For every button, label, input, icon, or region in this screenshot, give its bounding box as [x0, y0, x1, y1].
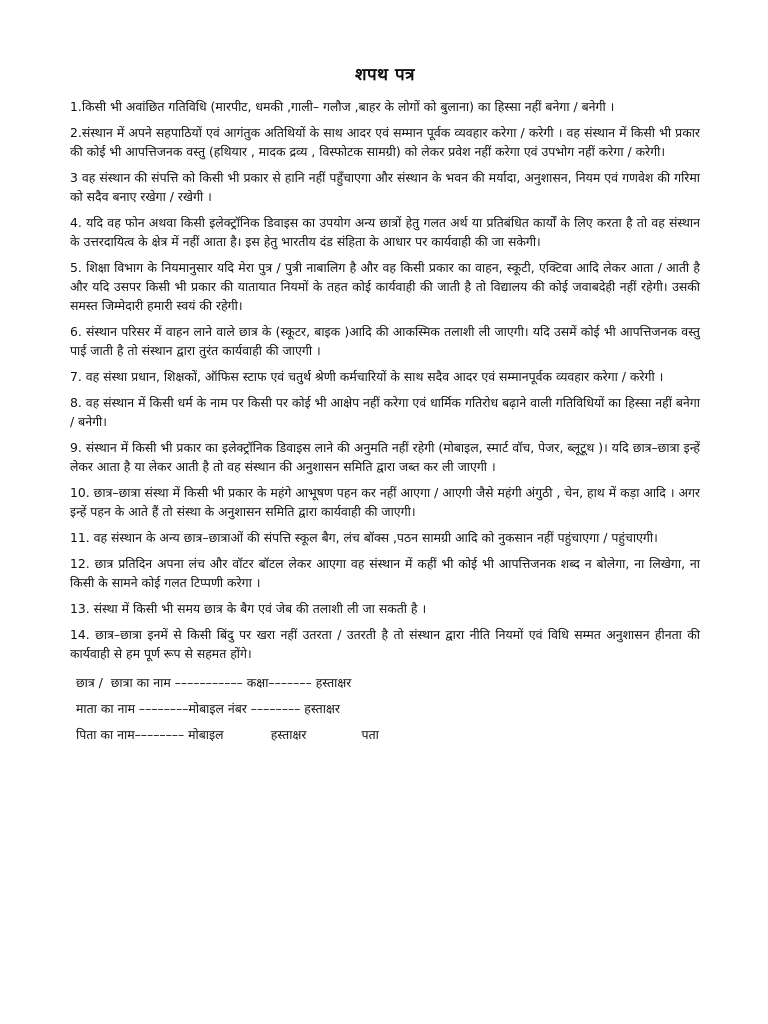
clause-13: 13. संस्था में किसी भी समय छात्र के बैग एवं जेब की तलाशी ली जा सकती है । [70, 601, 427, 616]
clause-12: 12. छात्र प्रतिदिन अपना लंच और वॉटर बॉटल लेकर आएगा वह संस्थान में कहीं भी कोई भी आपत्तिजनक शब्द न बोलेगा, ना लिखेगा, ना किसी के सामने कोई गलत टिप्पणी करेगा । [70, 556, 700, 590]
clause-3: 3 वह संस्थान की संपत्ति को किसी भी प्रकार से हानि नहीं पहुँचाएगा और संस्थान के भवन की मर्यादा, अनुशासन, नियम एवं गणवेश की गरिमा को सदैव बनाए रखेगा / रखेगी । [70, 170, 700, 204]
student-name-line: छात्र / छात्रा का नाम ––––––––––– कक्षा––––––– हस्ताक्षर [76, 675, 352, 690]
clause-14: 14. छात्र–छात्रा इनमें से किसी बिंदु पर खरा नहीं उतरता / उतरती है तो संस्थान द्वारा नीति नियमों एवं विधि सम्मत अनुशासन हीनता की कार्यवाही से हम पूर्ण रूप से सहमत होंगे। [70, 627, 700, 661]
clause-7: 7. वह संस्था प्रधान, शिक्षकों, ऑफिस स्टाफ एवं चतुर्थ श्रेणी कर्मचारियों के साथ सदैव आदर एवं सम्मानपूर्वक व्यवहार करेगा / करेगी । [70, 369, 664, 384]
clause-6: 6. संस्थान परिसर में वाहन लाने वाले छात्र के (स्कूटर, बाइक )आदि की आकस्मिक तलाशी ली जाएगी। यदि उसमें कोई भी आपत्तिजनक वस्तु पाई जाती है तो संस्थान द्वारा तुरंत कार्यवाही की जाएगी । [70, 324, 700, 358]
mother-name-line: माता का नाम ––––––––मोबाइल नंबर –––––––– हस्ताक्षर [76, 701, 340, 716]
clause-2: 2.संस्थान में अपने सहपाठियों एवं आगंतुक अतिथियों के साथ आदर एवं सम्मान पूर्वक व्यवहार करेगा / करेगी । वह संस्थान में किसी भी प्रकार की कोई भी आपत्तिजनक वस्तु (हथियार , मादक द्रव्य , विस्फोटक सामग्री) को लेकर प्रवेश नहीं करेगा एवं उपभोग नहीं करेगा / करेगी। [70, 125, 700, 159]
father-name-line: पिता का नाम–––––––– मोबाइल हस्ताक्षर पता [76, 727, 379, 742]
clause-9: 9. संस्थान में किसी भी प्रकार का इलेक्ट्रॉनिक डिवाइस लाने की अनुमति नहीं रहेगी (मोबाइल, स्मार्ट वॉच, पेजर, ब्लूटूथ )। यदि छात्र–छात्रा इन्हें लेकर आता है या लेकर आती है तो वह संस्थान की अनुशासन समिति द्वारा जब्त कर ली जाएगी । [70, 440, 700, 474]
clause-1: 1.किसी भी अवांछित गतिविधि (मारपीट, धमकी ,गाली– गलौज ,बाहर के लोगों को बुलाना) का हिस्सा नहीं बनेगा / बनेगी । [70, 99, 615, 114]
clause-list [70, 97, 700, 663]
clause-11: 11. वह संस्थान के अन्य छात्र–छात्राओं की संपत्ति स्कूल बैग, लंच बॉक्स ,पठन सामग्री आदि को नुकसान नहीं पहुंचाएगा / पहुंचाएगी। [70, 530, 658, 545]
document-title: शपथ पत्र [354, 65, 416, 85]
clause-4: 4. यदि वह फोन अथवा किसी इलेक्ट्रॉनिक डिवाइस का उपयोग अन्य छात्रों हेतु गलत अर्थ या प्रतिबंधित कार्यों के लिए करता है तो वह संस्थान के उत्तरदायित्व के क्षेत्र में नहीं आता है। इस हेतु भारतीय दंड संहिता के आधार पर कार्यवाही की जा सकेगी। [70, 215, 700, 249]
clause-10: 10. छात्र–छात्रा संस्था में किसी भी प्रकार के महंगे आभूषण पहन कर नहीं आएगा / आएगी जैसे महंगी अंगुठी , चेन, हाथ में कड़ा आदि । अगर इन्हें पहन के आते हैं तो संस्था के अनुशासन समिति द्वारा कार्यवाही की जाएगी। [70, 485, 700, 519]
clause-8: 8. वह संस्थान में किसी धर्म के नाम पर किसी पर कोई भी आक्षेप नहीं करेगा एवं धार्मिक गतिरोध बढ़ाने वाली गतिविधियों का हिस्सा नहीं बनेगा / बनेगी। [70, 395, 700, 429]
signature-form [70, 673, 700, 744]
clause-5: 5. शिक्षा विभाग के नियमानुसार यदि मेरा पुत्र / पुत्री नाबालिग है और वह किसी प्रकार का वाहन, स्कूटी, एक्टिवा आदि लेकर आता / आती है और यदि उसपर किसी भी प्रकार की यातायात नियमों के तहत कोई कार्यवाही की जाती है तो विद्यालय की कोई जवाबदेही नहीं रहेगी। उसकी समस्त जिम्मेदारी हमारी स्वयं की रहेगी। [70, 260, 700, 313]
